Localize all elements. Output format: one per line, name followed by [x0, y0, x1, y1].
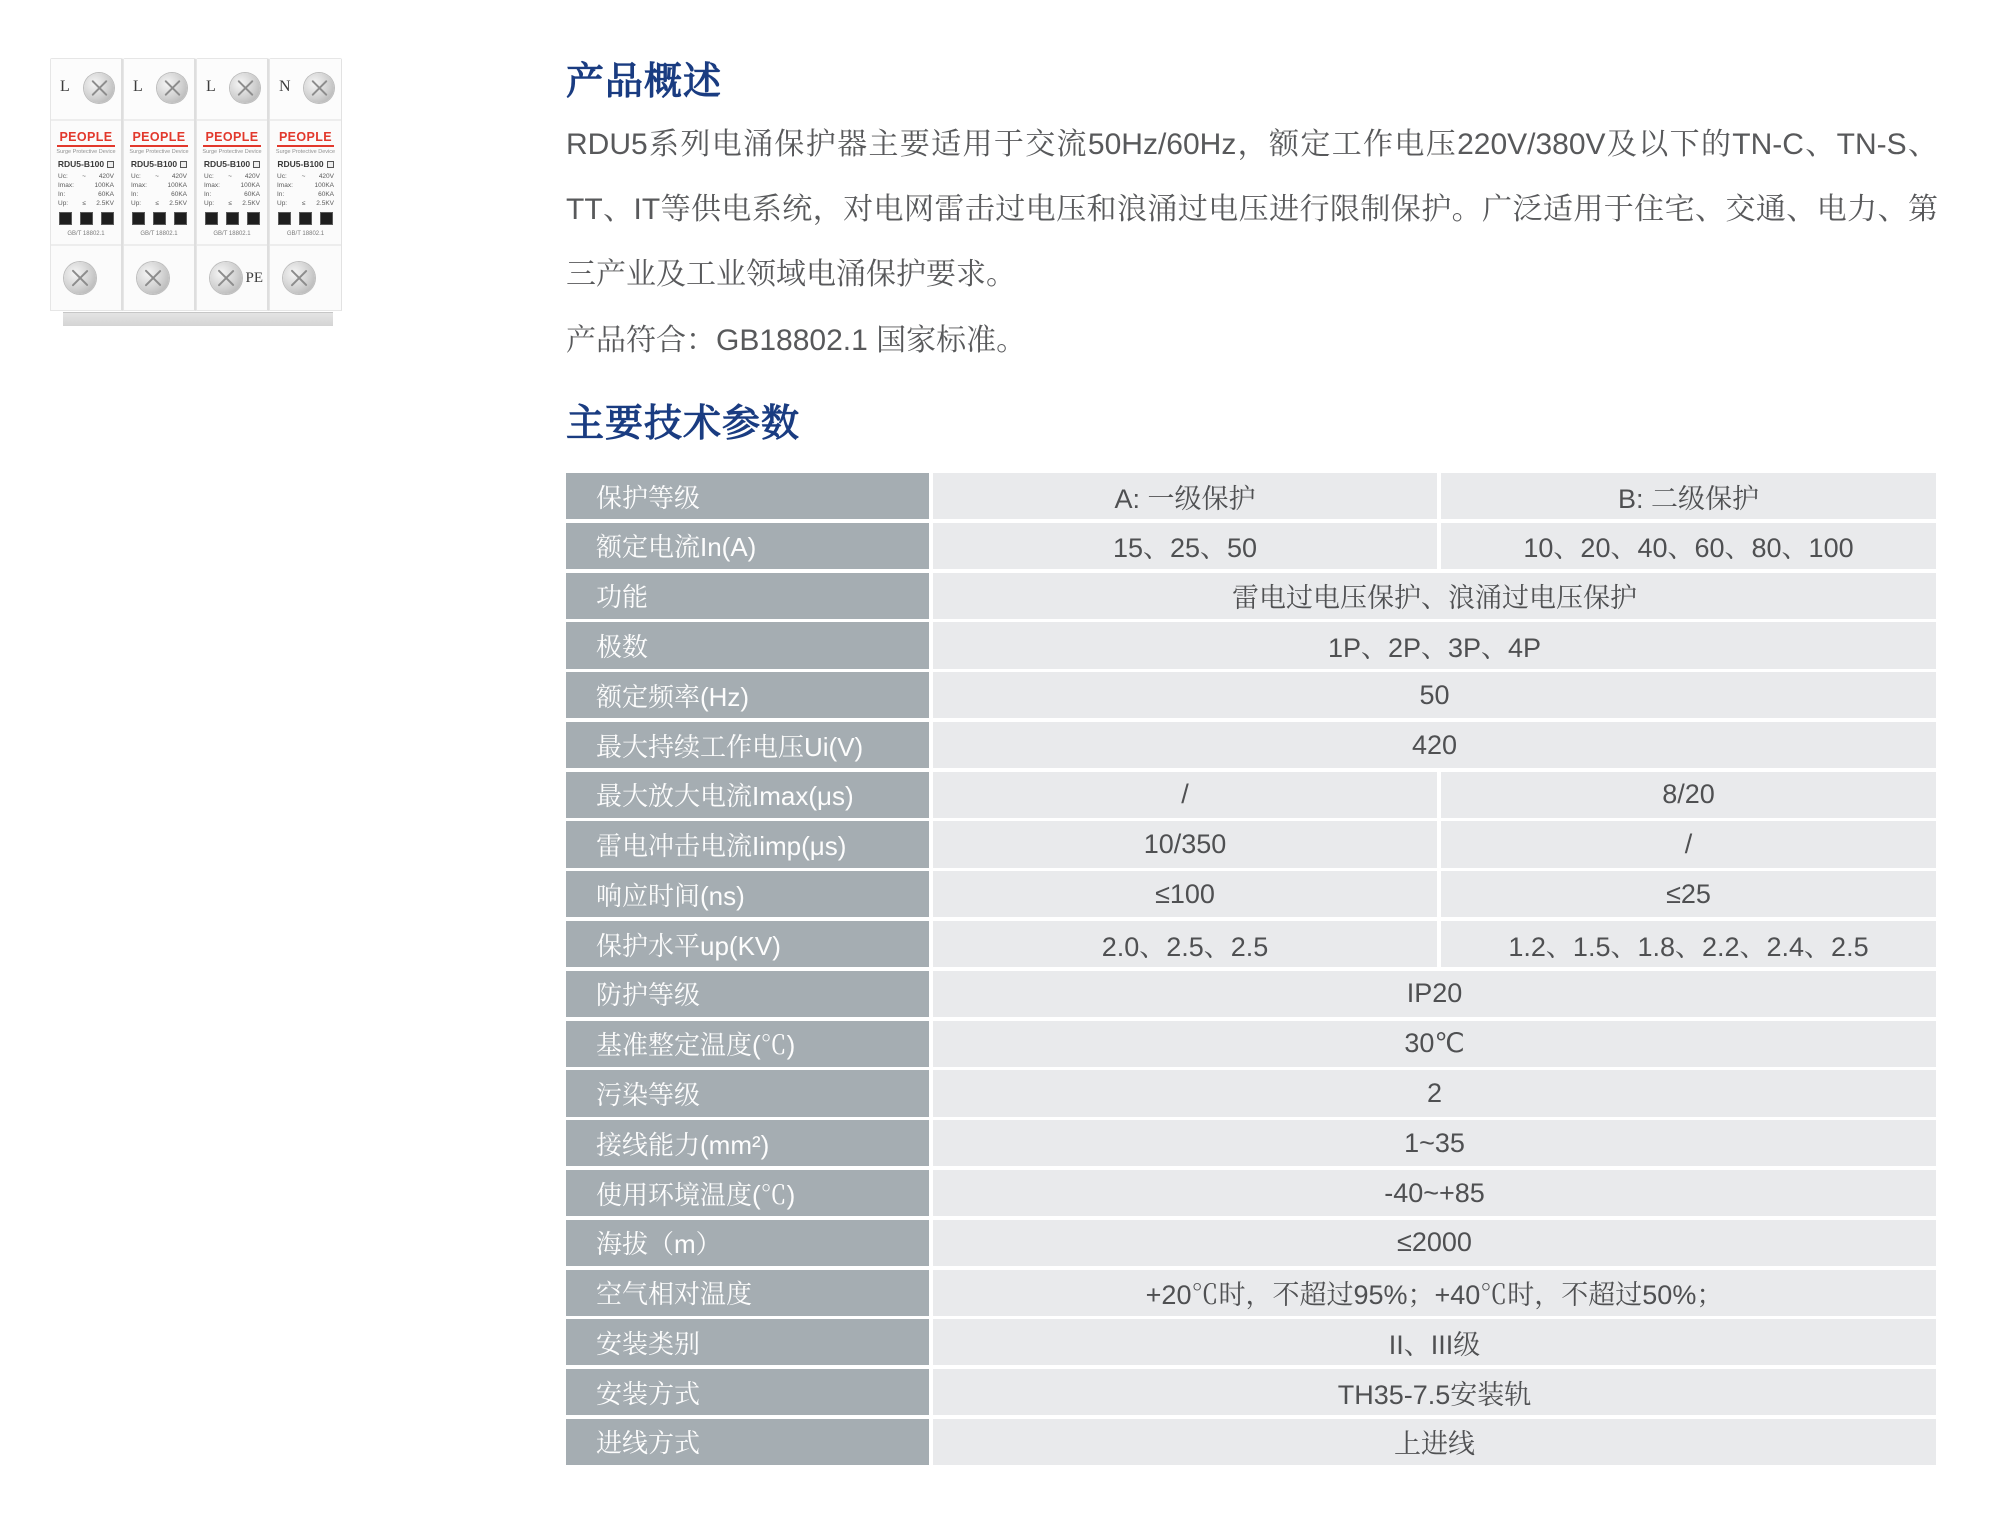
indicator-window [174, 212, 187, 225]
module-spec-line: Uc: ~ 420V [131, 173, 187, 180]
indicator-window [205, 212, 218, 225]
module-label-area [270, 121, 341, 237]
spec-row-value: 420 [933, 722, 1936, 768]
spd-module [123, 58, 196, 311]
spec-row-label: 保护水平up(KV) [566, 921, 929, 967]
terminal-label: N [279, 78, 291, 95]
spec-row-value: TH35-7.5安装轨 [933, 1369, 1936, 1415]
terminal-label: L [133, 78, 143, 95]
spec-row-value-b: B: 二级保护 [1441, 473, 1936, 519]
spec-row-label: 额定频率(Hz) [566, 672, 929, 718]
spec-row-value: II、III级 [933, 1319, 1936, 1365]
spec-row-value: 雷电过电压保护、浪涌过电压保护 [933, 573, 1936, 619]
spec-row-label: 空气相对温度 [566, 1270, 929, 1316]
spec-row-value: 30℃ [933, 1021, 1936, 1067]
module-terminal-section [197, 59, 267, 121]
module-spec-line: Imax: 100KA [58, 182, 114, 189]
spec-row-label: 基准整定温度(℃) [566, 1021, 929, 1067]
spd-module [269, 58, 342, 311]
module-spec-line: In: 60KA [204, 191, 260, 198]
spec-row-value: 上进线 [933, 1419, 1936, 1465]
spec-row-label: 最大放大电流Imax(μs) [566, 772, 929, 818]
brand-logo: PEOPLE [277, 130, 334, 147]
spec-row-value-a: ≤100 [933, 871, 1437, 917]
din-rail [63, 312, 333, 326]
module-bottom-section [51, 244, 121, 310]
module-bottom-section [270, 244, 341, 310]
module-spec-line: In: 60KA [58, 191, 114, 198]
indicator-window [132, 212, 145, 225]
indicator-window [247, 212, 260, 225]
module-label-area [197, 121, 267, 237]
brand-logo: PEOPLE [130, 130, 187, 147]
spd-module [50, 58, 123, 311]
spec-row-label: 极数 [566, 622, 929, 668]
overview-heading: 产品概述 [566, 61, 723, 103]
indicator-windows [197, 212, 267, 225]
spec-row-value-b: ≤25 [1441, 871, 1936, 917]
module-spec-line: Up: ≤ 2.5KV [204, 200, 260, 207]
brand-logo: PEOPLE [203, 130, 260, 147]
spec-row-value-a: 2.0、2.5、2.5 [933, 921, 1437, 967]
overview-paragraph: RDU5系列电涌保护器主要适用于交流50Hz/60Hz，额定工作电压220V/380V及以下的TN-C、TN-S、TT、IT等供电系统，对电网雷击过电压和浪涌过电压进行限制保护。广泛适用于住宅、交通、电力、第三产业及工业领域电涌保护要求。 [566, 128, 1938, 291]
module-bottom-section [197, 244, 267, 310]
brand-subtitle: Surge Protective Device [275, 149, 336, 155]
spec-row-label: 海拔（m） [566, 1220, 929, 1266]
indicator-windows [270, 212, 341, 225]
indicator-window [278, 212, 291, 225]
spec-row-label: 污染等级 [566, 1070, 929, 1116]
spec-row-label: 功能 [566, 573, 929, 619]
spec-row-label: 防护等级 [566, 971, 929, 1017]
spd-module-row [50, 58, 350, 311]
indicator-windows [124, 212, 194, 225]
screw-icon [137, 262, 169, 294]
spec-row-label: 额定电流In(A) [566, 523, 929, 569]
module-label-area [51, 121, 121, 237]
module-spec-line: Up: ≤ 2.5KV [131, 200, 187, 207]
terminal-label: L [60, 78, 70, 95]
spd-module [196, 58, 269, 311]
brand-subtitle: Surge Protective Device [56, 149, 116, 155]
module-spec-lines [51, 172, 121, 208]
spec-row-label: 保护等级 [566, 473, 929, 519]
spec-table [566, 473, 1936, 1465]
spec-row-value-a: 10/350 [933, 821, 1437, 867]
spec-row-value: -40~+85 [933, 1170, 1936, 1216]
screw-icon [283, 262, 315, 294]
spec-row-value: +20℃时，不超过95%；+40℃时，不超过50%； [933, 1270, 1936, 1316]
spec-row-value-b: 10、20、40、60、80、100 [1441, 523, 1936, 569]
module-spec-lines [270, 172, 341, 208]
module-spec-lines [197, 172, 267, 208]
screw-icon [304, 73, 334, 103]
screw-icon [64, 262, 96, 294]
screw-icon [157, 73, 187, 103]
indicator-window [320, 212, 333, 225]
model-badge-icon [253, 161, 260, 168]
module-terminal-section [51, 59, 121, 121]
indicator-window [59, 212, 72, 225]
spec-row-value-a: 15、25、50 [933, 523, 1437, 569]
product-photo [50, 58, 350, 326]
indicator-window [299, 212, 312, 225]
module-spec-line: Up: ≤ 2.5KV [58, 200, 114, 207]
spec-row-value-b: 1.2、1.5、1.8、2.2、2.4、2.5 [1441, 921, 1936, 967]
module-label-area [124, 121, 194, 237]
module-spec-line: Uc: ~ 420V [277, 173, 334, 180]
specs-heading: 主要技术参数 [566, 403, 801, 445]
model-badge-icon [180, 161, 187, 168]
model-number: RDU5-B100 [124, 159, 194, 169]
spec-row-value: IP20 [933, 971, 1936, 1017]
module-spec-line: Imax: 100KA [204, 182, 260, 189]
brand-subtitle: Surge Protective Device [129, 149, 189, 155]
spec-row-value-b: 8/20 [1441, 772, 1936, 818]
terminal-label: L [206, 78, 216, 95]
module-spec-line: Uc: ~ 420V [58, 173, 114, 180]
indicator-windows [51, 212, 121, 225]
spec-row-label: 进线方式 [566, 1419, 929, 1465]
screw-icon [210, 262, 242, 294]
model-badge-icon [327, 161, 334, 168]
spec-row-value: 50 [933, 672, 1936, 718]
pe-terminal-label: PE [245, 270, 263, 286]
module-spec-line: In: 60KA [131, 191, 187, 198]
spec-row-value: 2 [933, 1070, 1936, 1116]
spec-row-value-b: / [1441, 821, 1936, 867]
spec-row-label: 响应时间(ns) [566, 871, 929, 917]
module-spec-lines [124, 172, 194, 208]
module-spec-line: In: 60KA [277, 191, 334, 198]
brand-subtitle: Surge Protective Device [202, 149, 262, 155]
spec-row-value: ≤2000 [933, 1220, 1936, 1266]
module-spec-line: Uc: ~ 420V [204, 173, 260, 180]
model-number: RDU5-B100 [197, 159, 267, 169]
indicator-window [101, 212, 114, 225]
module-terminal-section [124, 59, 194, 121]
indicator-window [80, 212, 93, 225]
module-spec-line: Imax: 100KA [131, 182, 187, 189]
spec-row-value: 1P、2P、3P、4P [933, 622, 1936, 668]
compliance-note: 产品符合：GB18802.1 国家标准。 [566, 324, 1027, 357]
model-badge-icon [107, 161, 114, 168]
screw-icon [230, 73, 260, 103]
indicator-window [226, 212, 239, 225]
module-terminal-section [270, 59, 341, 121]
module-spec-line: Imax: 100KA [277, 182, 334, 189]
standard-code: GB/T 18802.1 [286, 231, 325, 237]
module-bottom-section [124, 244, 194, 310]
spec-row-value: 1~35 [933, 1120, 1936, 1166]
model-number: RDU5-B100 [51, 159, 121, 169]
standard-code: GB/T 18802.1 [140, 231, 178, 237]
spec-row-label: 雷电冲击电流Iimp(μs) [566, 821, 929, 867]
standard-code: GB/T 18802.1 [213, 231, 251, 237]
screw-icon [84, 73, 114, 103]
spec-row-label: 使用环境温度(℃) [566, 1170, 929, 1216]
spec-row-label: 最大持续工作电压Ui(V) [566, 722, 929, 768]
model-number: RDU5-B100 [270, 159, 341, 169]
spec-row-value-a: / [933, 772, 1437, 818]
indicator-window [153, 212, 166, 225]
spec-row-label: 安装方式 [566, 1369, 929, 1415]
brand-logo: PEOPLE [57, 130, 114, 147]
spec-row-label: 接线能力(mm²) [566, 1120, 929, 1166]
spec-row-value-a: A: 一级保护 [933, 473, 1437, 519]
standard-code: GB/T 18802.1 [67, 231, 105, 237]
spec-row-label: 安装类别 [566, 1319, 929, 1365]
module-spec-line: Up: ≤ 2.5KV [277, 200, 334, 207]
